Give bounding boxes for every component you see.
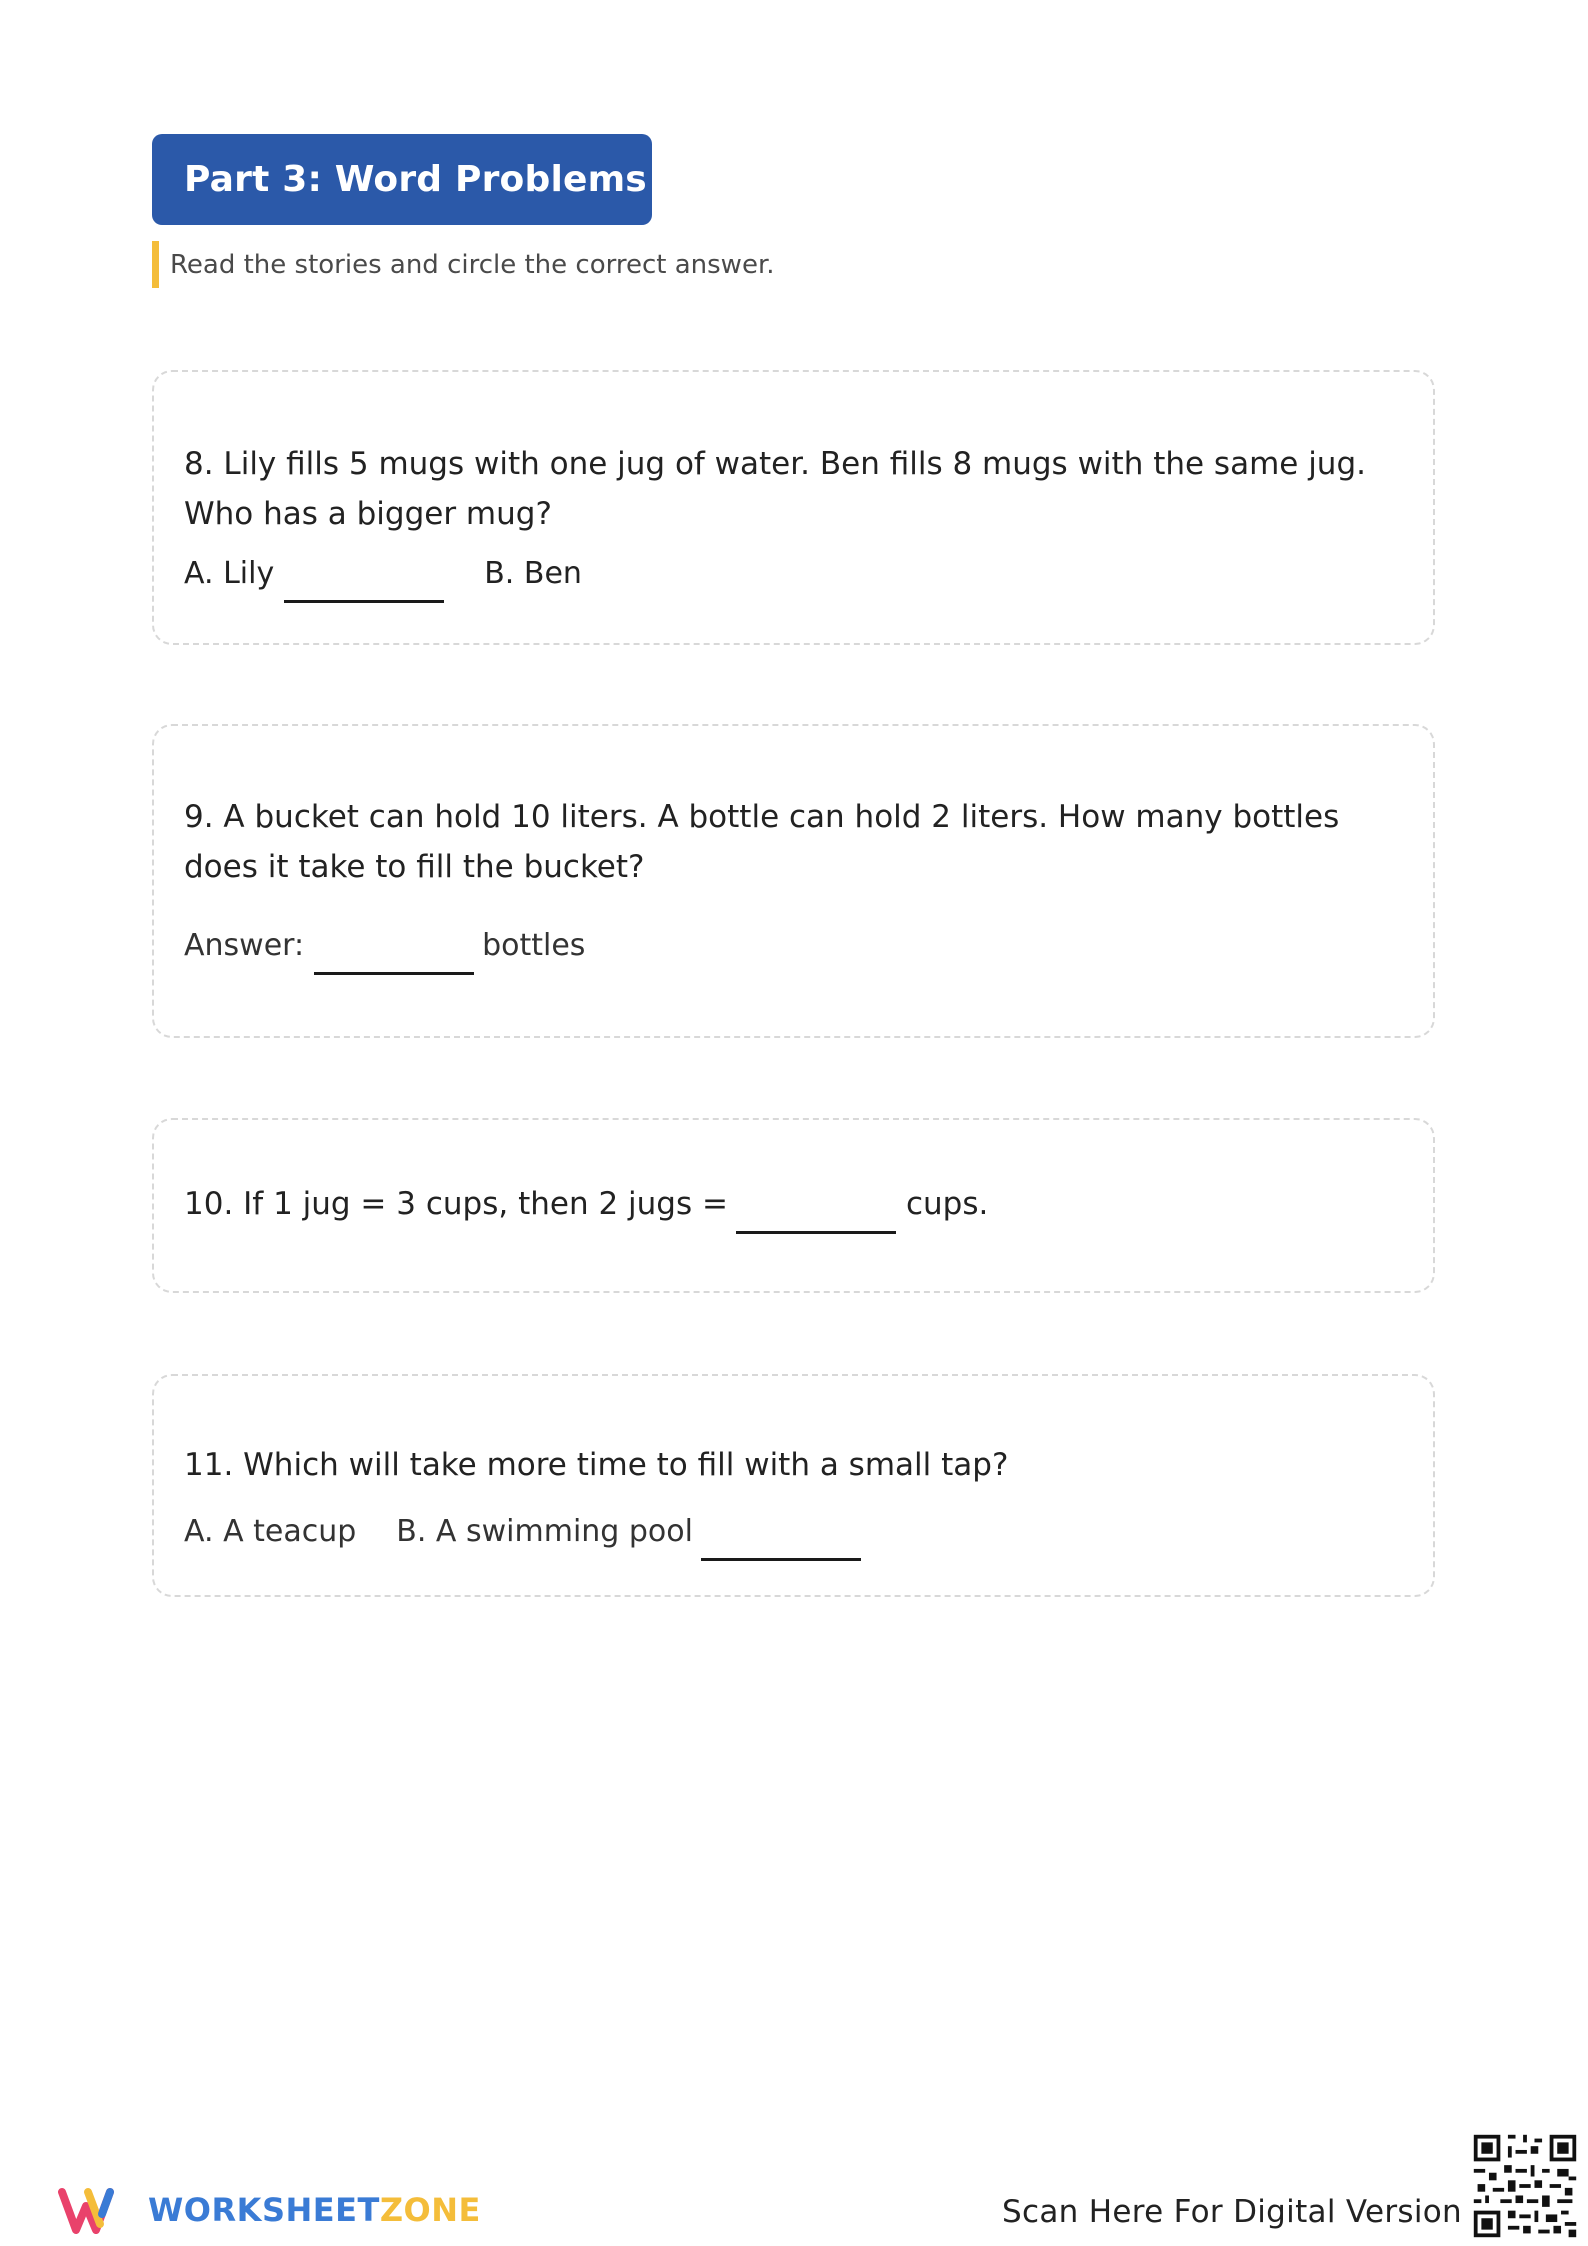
q9-answer-unit: bottles xyxy=(482,928,586,963)
scan-instruction: Scan Here For Digital Version xyxy=(1002,2194,1462,2230)
instruction-accent-bar xyxy=(152,241,159,288)
brand-name-part1: WORKSHEET xyxy=(148,2191,380,2229)
question-11-text: 11. Which will take more time to fill with a small tap? xyxy=(184,1447,1009,1483)
question-card-11 xyxy=(152,1374,1435,1597)
question-10-row xyxy=(184,1186,988,1222)
instruction xyxy=(152,241,775,288)
q10-answer-blank[interactable] xyxy=(736,1231,896,1234)
worksheetzone-logo-icon xyxy=(58,2184,138,2236)
q11-option-a[interactable]: A. A teacup xyxy=(184,1514,357,1549)
q11-option-b[interactable]: B. A swimming pool xyxy=(396,1514,693,1549)
q10-text-before: 10. If 1 jug = 3 cups, then 2 jugs = xyxy=(184,1186,728,1222)
question-11-options xyxy=(184,1514,861,1549)
section-title: Part 3: Word Problems xyxy=(184,159,647,200)
question-card-8 xyxy=(152,370,1435,645)
q8-answer-blank[interactable] xyxy=(284,600,444,603)
instruction-text: Read the stories and circle the correct answer. xyxy=(170,249,775,280)
q10-text-after: cups. xyxy=(905,1186,989,1222)
q11-answer-blank[interactable] xyxy=(701,1558,861,1561)
brand-name-part2: ZONE xyxy=(379,2191,481,2229)
question-card-10 xyxy=(152,1118,1435,1293)
brand-logo xyxy=(58,2184,481,2236)
q9-answer-blank[interactable] xyxy=(314,972,474,975)
brand-name xyxy=(148,2191,481,2229)
q9-answer-label: Answer: xyxy=(184,928,305,963)
question-9-text: 9. A bucket can hold 10 liters. A bottle can hold 2 liters. How many bottles does it take to fill the bucket? xyxy=(184,799,1340,885)
question-9-answer-row xyxy=(184,928,585,963)
q8-option-a[interactable]: A. Lily xyxy=(184,556,275,591)
section-header xyxy=(152,134,652,225)
qr-code-icon[interactable] xyxy=(1470,2131,1580,2241)
question-card-9 xyxy=(152,724,1435,1038)
q8-option-b[interactable]: B. Ben xyxy=(484,556,582,591)
question-8-text: 8. Lily fills 5 mugs with one jug of water. Ben fills 8 mugs with the same jug. Who has a bigger mug? xyxy=(184,446,1366,532)
question-8-options xyxy=(184,556,582,591)
